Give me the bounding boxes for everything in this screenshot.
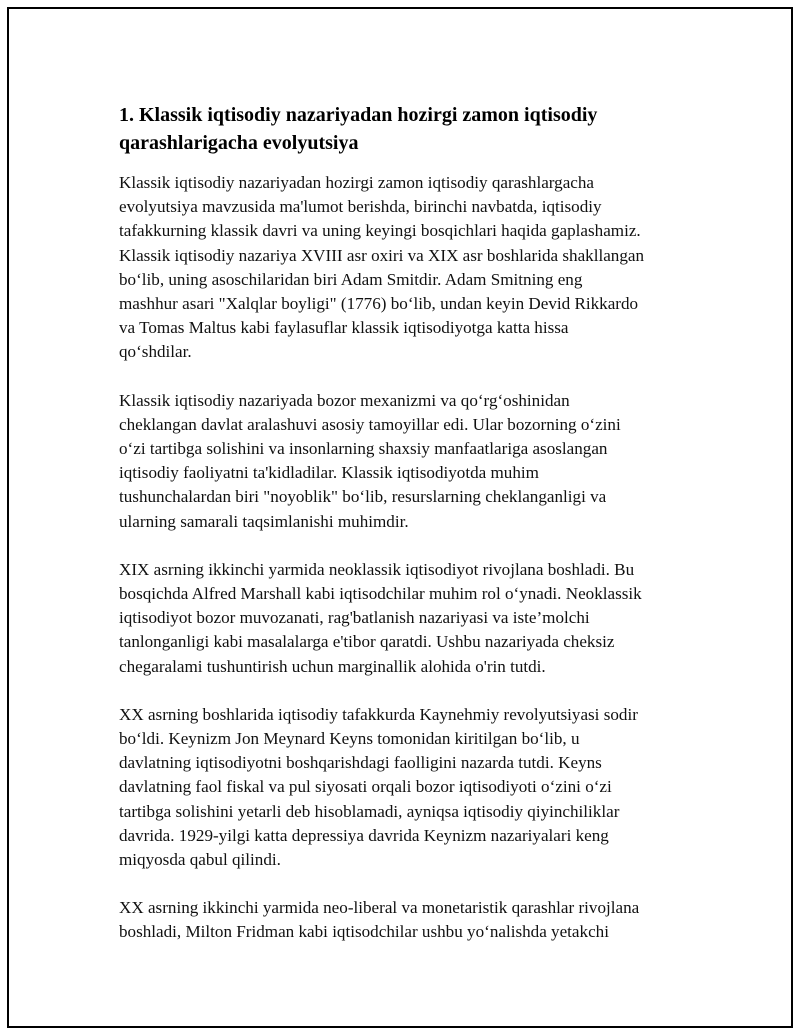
paragraph (119, 389, 699, 534)
text-line: evolyutsiya mavzusida ma'lumot berishda, birinchi navbatda, iqtisodiy (119, 197, 602, 217)
document-page (7, 7, 793, 1028)
text-line: XIX asrning ikkinchi yarmida neoklassik iqtisodiyot rivojlana boshladi. Bu (119, 559, 635, 579)
text-line: tushunchalardan biri "noyoblik" bo‘lib, resurslarning cheklanganligi va (119, 487, 607, 507)
text-line: tafakkurning klassik davri va uning keyingi bosqichlari haqida gaplashamiz. (119, 221, 641, 241)
document-content (119, 101, 699, 969)
text-line: iqtisodiy faoliyatni ta'kidladilar. Klassik iqtisodiyotda muhim (119, 463, 539, 483)
paragraph (119, 558, 699, 679)
text-line: cheklangan davlat aralashuvi asosiy tamoyillar edi. Ular bozorning o‘zini (119, 414, 621, 434)
text-line: Klassik iqtisodiy nazariyada bozor mexanizmi va qo‘rg‘oshinidan (119, 390, 570, 410)
paragraph (119, 703, 699, 872)
text-line: Klassik iqtisodiy nazariya XVIII asr oxiri va XIX asr boshlarida shakllangan (119, 245, 645, 265)
section-title (119, 101, 699, 157)
text-line: bo‘lib, uning asoschilaridan biri Adam Smitdir. Adam Smitning eng (119, 269, 583, 289)
section-title-line: 1. Klassik iqtisodiy nazariyadan hozirgi zamon iqtisodiy (119, 104, 598, 126)
text-line: o‘zi tartibga solishini va insonlarning shaxsiy manfaatlariga asoslangan (119, 439, 608, 459)
text-line: boshladi, Milton Fridman kabi iqtisodchilar ushbu yo‘nalishda yetakchi (119, 922, 609, 942)
text-line: XX asrning boshlarida iqtisodiy tafakkurda Kaynehmiy revolyutsiyasi sodir (119, 704, 638, 724)
text-line: bosqichda Alfred Marshall kabi iqtisodchilar muhim rol o‘ynadi. Neoklassik (119, 584, 642, 604)
text-line: chegaralami tushuntirish uchun marginallik alohida o'rin tutdi. (119, 656, 546, 676)
text-line: mashhur asari "Xalqlar boyligi" (1776) bo‘lib, undan keyin Devid Rikkardo (119, 294, 639, 314)
text-line: davlatning faol fiskal va pul siyosati orqali bozor iqtisodiyoti o‘zini o‘zi (119, 777, 612, 797)
text-line: qo‘shdilar. (119, 342, 192, 362)
section-title-line: qarashlarigacha evolyutsiya (119, 132, 359, 154)
text-line: tartibga solishini yetarli deb hisoblamadi, ayniqsa iqtisodiy qiyinchiliklar (119, 801, 620, 821)
text-line: XX asrning ikkinchi yarmida neo-liberal va monetaristik qarashlar rivojlana (119, 898, 640, 918)
text-line: davlatning iqtisodiyotni boshqarishdagi faolligini nazarda tutdi. Keyns (119, 753, 602, 773)
paragraph (119, 896, 699, 944)
text-line: iqtisodiyot bozor muvozanati, rag'batlanish nazariyasi va iste’molchi (119, 608, 590, 628)
text-line: davrida. 1929-yilgi katta depressiya davrida Keynizm nazariyalari keng (119, 825, 609, 845)
text-line: tanlonganligi kabi masalalarga e'tibor qaratdi. Ushbu nazariyada cheksiz (119, 632, 615, 652)
text-line: Klassik iqtisodiy nazariyadan hozirgi zamon iqtisodiy qarashlargacha (119, 173, 595, 192)
text-line: va Tomas Maltus kabi faylasuflar klassik iqtisodiyotga katta hissa (119, 318, 569, 338)
paragraph (119, 171, 699, 365)
text-line: miqyosda qabul qilindi. (119, 850, 281, 870)
text-line: bo‘ldi. Keynizm Jon Meynard Keyns tomonidan kiritilgan bo‘lib, u (119, 729, 580, 749)
text-line: ularning samarali taqsimlanishi muhimdir. (119, 511, 409, 531)
